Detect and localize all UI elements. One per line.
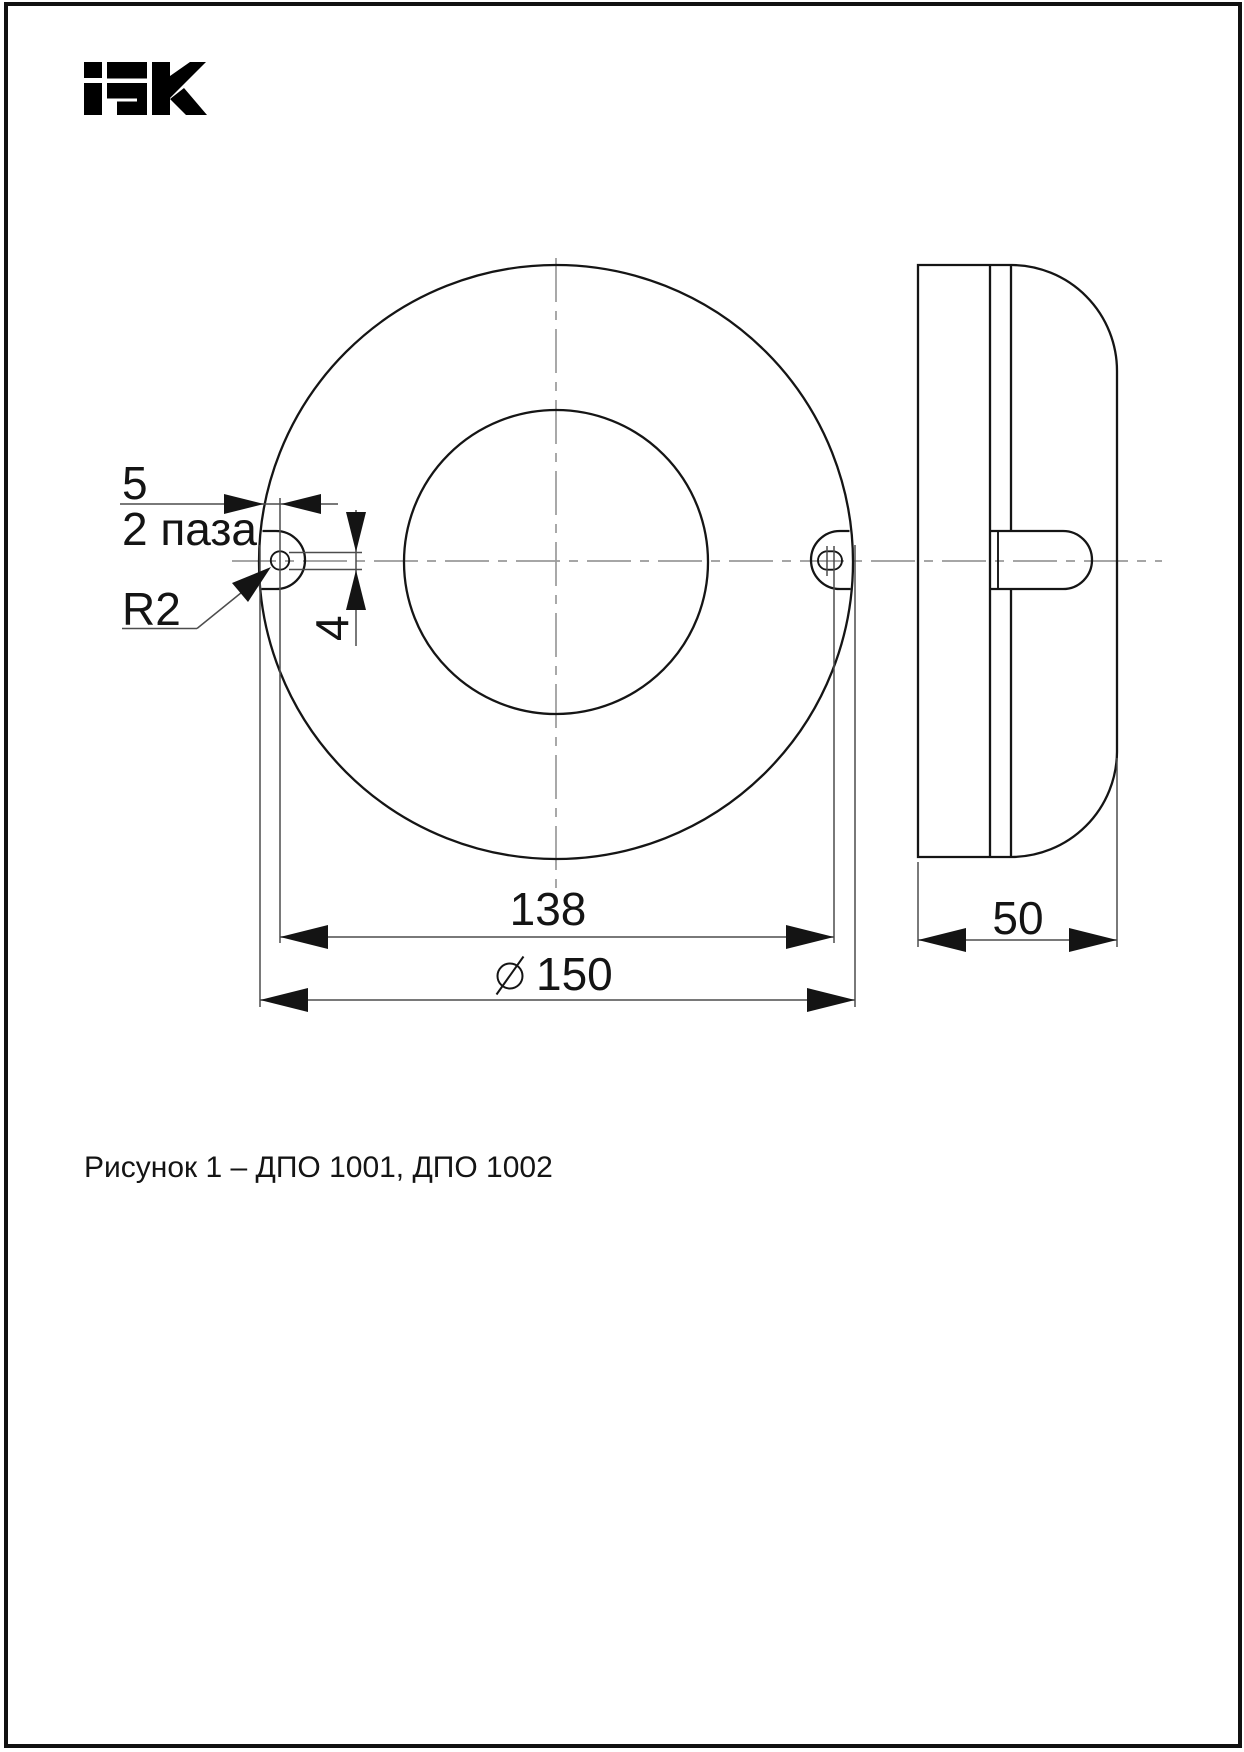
- logo-letter-i: [84, 62, 102, 115]
- side-ear-outline: [990, 531, 1092, 589]
- page-border: [6, 4, 1240, 1746]
- slots-note-label: 2 паза: [122, 503, 258, 555]
- arrow-138-right: [786, 925, 834, 949]
- arrow-50-left: [918, 928, 966, 952]
- figure-caption: Рисунок 1 – ДПО 1001, ДПО 1002: [84, 1151, 553, 1184]
- diameter-symbol: [497, 957, 524, 995]
- iek-logo: [84, 62, 207, 115]
- dim-label-4: 4: [306, 615, 358, 641]
- dim-label-150: 150: [536, 948, 613, 1000]
- dim-label-r2: R2: [122, 583, 181, 635]
- arrow-4-top: [346, 512, 366, 552]
- logo-letter-k: [152, 62, 207, 115]
- dimension-annotations: [120, 457, 1117, 1012]
- dim-label-5: 5: [122, 457, 148, 509]
- left-mounting-ear: [262, 531, 306, 589]
- side-mounting-ear: [990, 531, 1092, 589]
- dim-slot-radius: [122, 567, 271, 635]
- arrow-4-bottom: [346, 570, 366, 610]
- arrow-138-left: [280, 925, 328, 949]
- r2-leader-arrow: [232, 567, 271, 602]
- arrow-50-right: [1069, 928, 1117, 952]
- dim-slot-width: [289, 510, 366, 646]
- dim-slot-offset: [120, 457, 338, 555]
- front-view: [232, 258, 1162, 902]
- arrow-150-right: [807, 988, 855, 1012]
- right-mounting-ear: [811, 531, 851, 589]
- dim-outer-diameter: [260, 948, 855, 1012]
- dim-hole-spacing: [280, 883, 834, 949]
- dim-label-138: 138: [509, 883, 587, 935]
- right-ear-outline: [811, 531, 851, 589]
- dim-label-50: 50: [992, 892, 1044, 944]
- arrow-150-left: [260, 988, 308, 1012]
- dim-depth: [918, 758, 1117, 952]
- logo-letter-e: [107, 62, 147, 115]
- left-ear-outline: [262, 531, 306, 589]
- arrow-5-right: [281, 494, 321, 514]
